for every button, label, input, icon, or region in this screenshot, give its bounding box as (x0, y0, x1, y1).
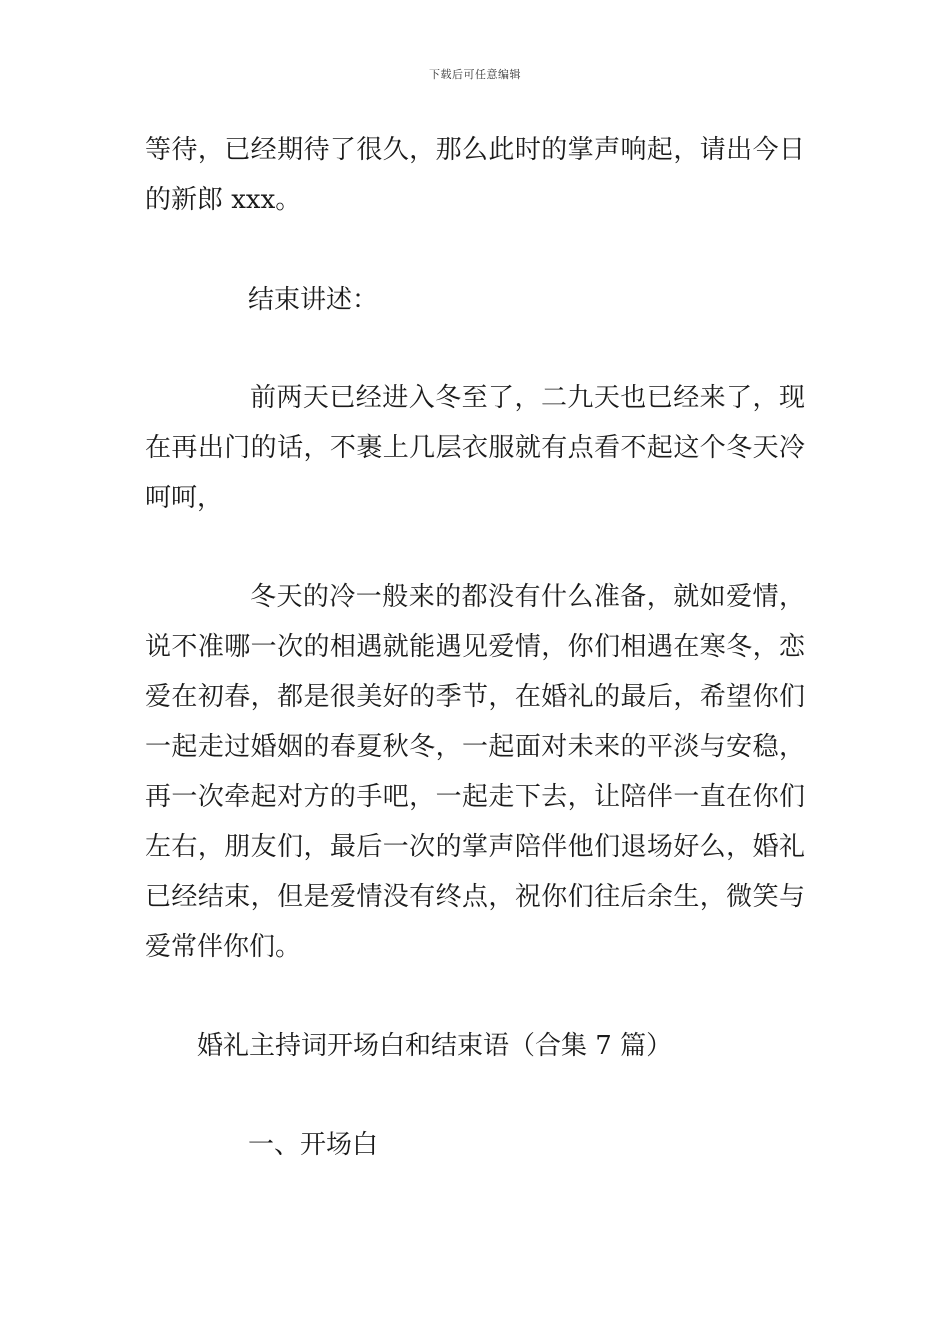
paragraph-line: 爱在初春，都是很美好的季节，在婚礼的最后，希望你们 (145, 682, 805, 712)
paragraph-line: 左右，朋友们，最后一次的掌声陪伴他们退场好么，婚礼 (145, 832, 805, 862)
paragraph-line: 前两天已经进入冬至了，二九天也已经来了，现 (250, 383, 805, 413)
paragraph-line: 的新郎 xxx。 (145, 185, 302, 215)
closing-heading: 结束讲述： (248, 285, 379, 315)
paragraph-line: 说不准哪一次的相遇就能遇见爱情，你们相遇在寒冬，恋 (145, 632, 805, 662)
paragraph-line: 一起走过婚姻的春夏秋冬，一起面对未来的平淡与安稳， (145, 732, 805, 762)
paragraph-line: 再一次牵起对方的手吧，一起走下去，让陪伴一直在你们 (145, 782, 805, 812)
collection-title: 婚礼主持词开场白和结束语（合集 7 篇） (197, 1031, 673, 1061)
paragraph-line: 呵呵， (145, 483, 224, 513)
paragraph-line: 冬天的冷一般来的都没有什么准备，就如爱情， (250, 582, 805, 612)
section-heading: 一、开场白 (248, 1130, 379, 1160)
page-header: 下载后可任意编辑 (429, 68, 521, 81)
paragraph-line: 在再出门的话，不裹上几层衣服就有点看不起这个冬天冷 (145, 433, 805, 463)
paragraph-line: 等待，已经期待了很久，那么此时的掌声响起，请出今日 (145, 135, 805, 165)
paragraph-line: 爱常伴你们。 (145, 932, 302, 962)
paragraph-line: 已经结束，但是爱情没有终点，祝你们往后余生，微笑与 (145, 882, 805, 912)
